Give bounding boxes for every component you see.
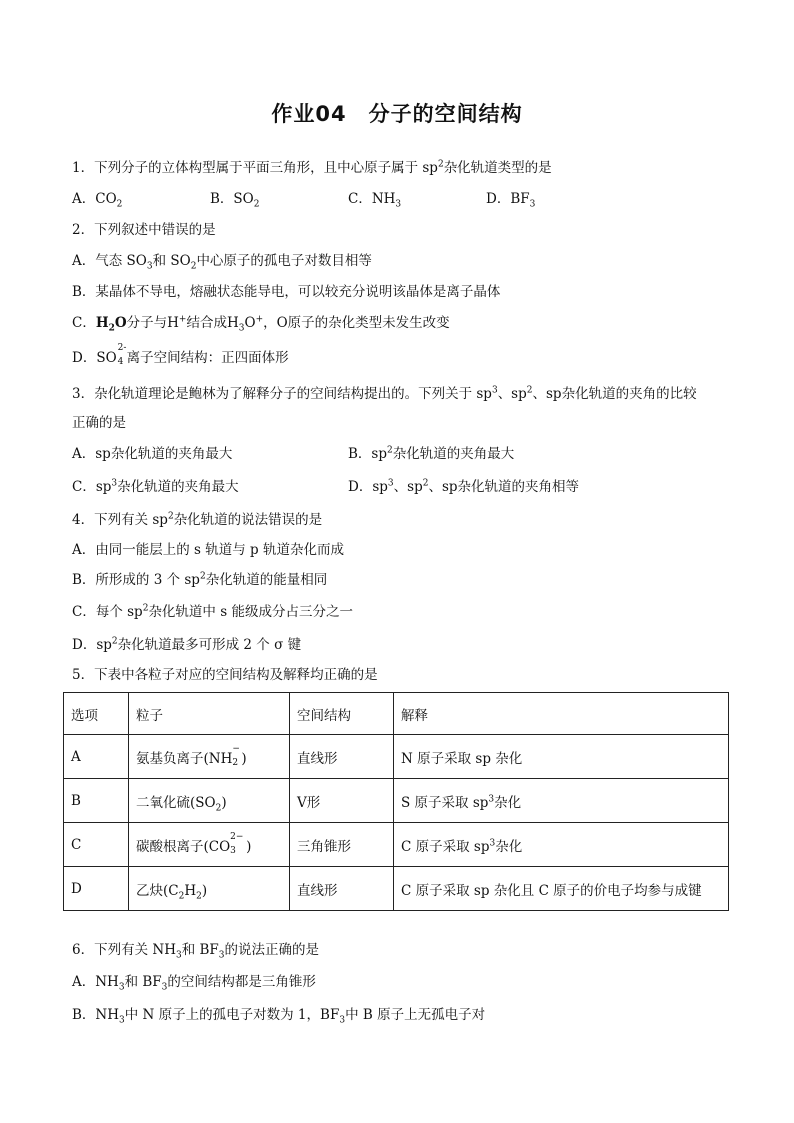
q2-c-text3: O	[244, 315, 256, 331]
q3-d-text2: 、sp	[393, 479, 423, 495]
table-cell-particle	[129, 735, 290, 779]
explanation-text: C 原子采取 sp 杂化且 C 原子的价电子均参与成键	[401, 882, 702, 899]
q5-stem: 5．下表中各粒子对应的空间结构及解释均正确的是	[72, 667, 378, 683]
q4-option-a: A．由同一能层上的 s 轨道与 p 轨道杂化而成	[72, 542, 344, 558]
q1-sup: 2	[437, 159, 444, 170]
q6-sub2: 3	[218, 950, 225, 961]
q6-b-text2: 中 N 原子上的孤电子对数为 1，BF	[124, 1007, 340, 1023]
q6-a-text: A．NH	[72, 974, 119, 990]
q4-d-sup: 2	[111, 636, 118, 647]
particle-charge: 2− 3	[230, 831, 244, 856]
q1-a-sub: 2	[116, 199, 123, 210]
q3-sup2: 2	[526, 385, 533, 396]
q2-c-h2o: H	[95, 315, 109, 331]
table-cell-shape: 直线形	[290, 867, 394, 911]
q2-c-h2o-sub: 2	[108, 323, 115, 334]
explanation-text2: 杂化	[495, 838, 523, 855]
q3-b-text: B．sp	[348, 446, 387, 462]
q3-b-sup: 2	[387, 445, 393, 456]
q3-stem-text3: 、sp杂化轨道的夹角的比较	[532, 386, 697, 402]
q4-b-sup: 2	[199, 571, 206, 582]
particle-sub2: 2	[196, 891, 202, 902]
q2-c-sub: 3	[238, 323, 245, 334]
q3-option-d	[348, 477, 579, 497]
q6-a-text2: 和 BF	[124, 974, 162, 990]
q2-a-sub1: 3	[146, 261, 153, 272]
q2-a-text3: 中心原子的孤电子对数目相等	[196, 253, 372, 269]
q2-c-h2o-o: O	[114, 315, 127, 331]
q1-b-text: B．SO	[210, 191, 254, 207]
table-row	[64, 735, 729, 779]
table-header-cell: 解释	[394, 693, 729, 735]
q3-c-text2: 杂化轨道的夹角最大	[117, 479, 239, 495]
q4-stem-text2: 杂化轨道的说法错误的是	[173, 512, 323, 528]
table-cell-particle	[129, 823, 290, 867]
q3-c-text: C．sp	[72, 479, 112, 495]
table-header-cell: 粒子	[129, 693, 290, 735]
q3-d-text: D．sp	[348, 479, 388, 495]
q4-c-sup: 2	[142, 603, 149, 614]
q1-option-d	[486, 189, 535, 209]
q1-d-sub: 3	[529, 199, 536, 210]
q3-d-sup1: 3	[387, 478, 394, 489]
q5-table	[63, 692, 729, 911]
q2-option-d	[72, 343, 289, 368]
table-cell-explanation	[394, 735, 729, 779]
q2-option-b: B．某晶体不导电，熔融状态能导电，可以较充分说明该晶体是离子晶体	[72, 284, 501, 300]
table-cell-shape: 直线形	[290, 735, 394, 779]
q6-stem-text: 6．下列有关 NH	[72, 942, 176, 958]
q2-a-text: A．气态 SO	[72, 253, 147, 269]
table-cell-particle	[129, 867, 290, 911]
q3-b-text2: 杂化轨道的夹角最大	[392, 446, 515, 462]
table-header-cell: 选项	[64, 693, 129, 735]
q1-stem	[72, 158, 552, 178]
particle-text: 二氧化硫(SO	[136, 794, 216, 811]
q6-b-sub2: 3	[339, 1015, 346, 1026]
q6-stem	[72, 940, 319, 960]
particle-text2: )	[246, 838, 252, 855]
particle-text: 氨基负离子(NH	[136, 750, 233, 767]
q3-c-sup: 3	[111, 478, 118, 489]
table-header-row	[64, 693, 729, 735]
q3-stem	[72, 384, 697, 404]
q3-option-a: A．sp杂化轨道的夹角最大	[72, 446, 233, 462]
q6-stem-text2: 和 BF	[181, 942, 219, 958]
table-row	[64, 823, 729, 867]
q6-a-sub2: 3	[161, 982, 168, 993]
q6-a-sub1: 3	[118, 982, 125, 993]
q3-d-text3: 、sp杂化轨道的夹角相等	[428, 479, 580, 495]
q6-b-text3: 中 B 原子上无孤电子对	[345, 1007, 486, 1023]
table-cell-option: D	[64, 867, 129, 911]
table-cell-option: C	[64, 823, 129, 867]
q1-option-a	[72, 189, 122, 209]
table-header-cell: 空间结构	[290, 693, 394, 735]
table-cell-particle	[129, 779, 290, 823]
q2-option-a	[72, 251, 372, 271]
q1-stem-text: 1．下列分子的立体构型属于平面三角形，且中心原子属于 sp	[72, 160, 438, 176]
explanation-sup: 3	[488, 794, 495, 804]
q1-stem-text-2: 杂化轨道类型的是	[443, 160, 552, 176]
particle-text: 碳酸根离子(CO	[136, 838, 231, 855]
q4-option-b	[72, 570, 327, 590]
q6-sub1: 3	[175, 950, 182, 961]
table-cell-explanation	[394, 779, 729, 823]
q2-a-text2: 和 SO	[152, 253, 191, 269]
q4-d-text: D．sp	[72, 637, 112, 653]
q6-b-text: B．NH	[72, 1007, 120, 1023]
q4-b-text2: 杂化轨道的能量相同	[205, 572, 328, 588]
explanation-sup: 3	[489, 838, 496, 848]
table-cell-shape: 三角锥形	[290, 823, 394, 867]
q2-stem: 2．下列叙述中错误的是	[72, 222, 216, 238]
q4-c-text2: 杂化轨道中 s 能级成分占三分之一	[148, 604, 353, 620]
table-cell-explanation	[394, 867, 729, 911]
q2-d-ion-charge: 2- 4	[117, 343, 127, 367]
q1-d-text: D．BF	[486, 191, 530, 207]
particle-text2: )	[221, 794, 227, 811]
q4-c-text: C．每个 sp	[72, 604, 143, 620]
q6-b-sub1: 3	[119, 1015, 125, 1026]
particle-text3: )	[201, 882, 208, 899]
q6-option-a	[72, 972, 316, 992]
q3-option-c	[72, 477, 239, 497]
q4-stem	[72, 510, 322, 530]
q1-b-sub: 2	[253, 199, 260, 210]
explanation-text: N 原子采取 sp 杂化	[401, 750, 523, 767]
q4-option-d	[72, 635, 301, 655]
q4-b-text: B．所形成的 3 个 sp	[72, 572, 200, 588]
q3-stem-text: 3．杂化轨道理论是鲍林为了解释分子的空间结构提出的。下列关于 sp	[72, 386, 492, 402]
table-row	[64, 867, 729, 911]
q3-d-sup2: 2	[422, 478, 429, 489]
q3-stem-line2: 正确的是	[72, 415, 126, 431]
explanation-text: S 原子采取 sp	[401, 794, 489, 811]
table-cell-explanation	[394, 823, 729, 867]
q2-d-text2: 离子空间结构：正四面体形	[126, 350, 289, 366]
explanation-text: C 原子采取 sp	[401, 838, 490, 855]
q2-c-text2: 结合成H	[186, 315, 239, 331]
particle-charge: − 2	[232, 743, 240, 768]
q3-sup1: 3	[491, 385, 498, 396]
q2-option-c	[72, 313, 450, 333]
q1-option-b	[210, 189, 259, 209]
q3-stem-text2: 、sp	[497, 386, 527, 402]
q2-d-text: D．SO	[72, 350, 117, 366]
q2-c-label: C．	[72, 315, 96, 331]
q2-c-sup2: +	[255, 314, 264, 325]
q1-a-text: A．CO	[72, 191, 117, 207]
q1-c-sub: 3	[395, 199, 402, 210]
q2-a-sub2: 2	[190, 261, 197, 272]
q4-stem-text: 4．下列有关 sp	[72, 512, 168, 528]
q1-c-text: C．NH	[348, 191, 396, 207]
page-title: 作业04 分子的空间结构	[271, 102, 523, 126]
particle-sub: 2	[178, 891, 185, 902]
table-row	[64, 779, 729, 823]
table-cell-option: B	[64, 779, 129, 823]
particle-text: 乙炔(C	[136, 882, 179, 899]
q6-option-b	[72, 1005, 485, 1025]
explanation-text2: 杂化	[494, 794, 522, 811]
q6-a-text3: 的空间结构都是三角锥形	[167, 974, 316, 990]
q4-sup: 2	[167, 511, 174, 522]
q3-option-b	[348, 444, 514, 464]
q2-c-text4: ，O原子的杂化类型未发生改变	[263, 315, 450, 331]
q6-stem-text3: 的说法正确的是	[224, 942, 320, 958]
q2-c-sup: +	[178, 314, 187, 325]
q1-option-c	[348, 189, 401, 209]
table-cell-shape: V形	[290, 779, 394, 823]
q4-d-text2: 杂化轨道最多可形成 2 个 σ 键	[117, 637, 302, 653]
q2-c-text: 分子与H	[126, 315, 179, 331]
q4-option-c	[72, 602, 353, 622]
particle-text2: H	[184, 882, 197, 899]
table-cell-option: A	[64, 735, 129, 779]
particle-text2: )	[241, 750, 247, 767]
particle-sub: 2	[215, 803, 222, 814]
